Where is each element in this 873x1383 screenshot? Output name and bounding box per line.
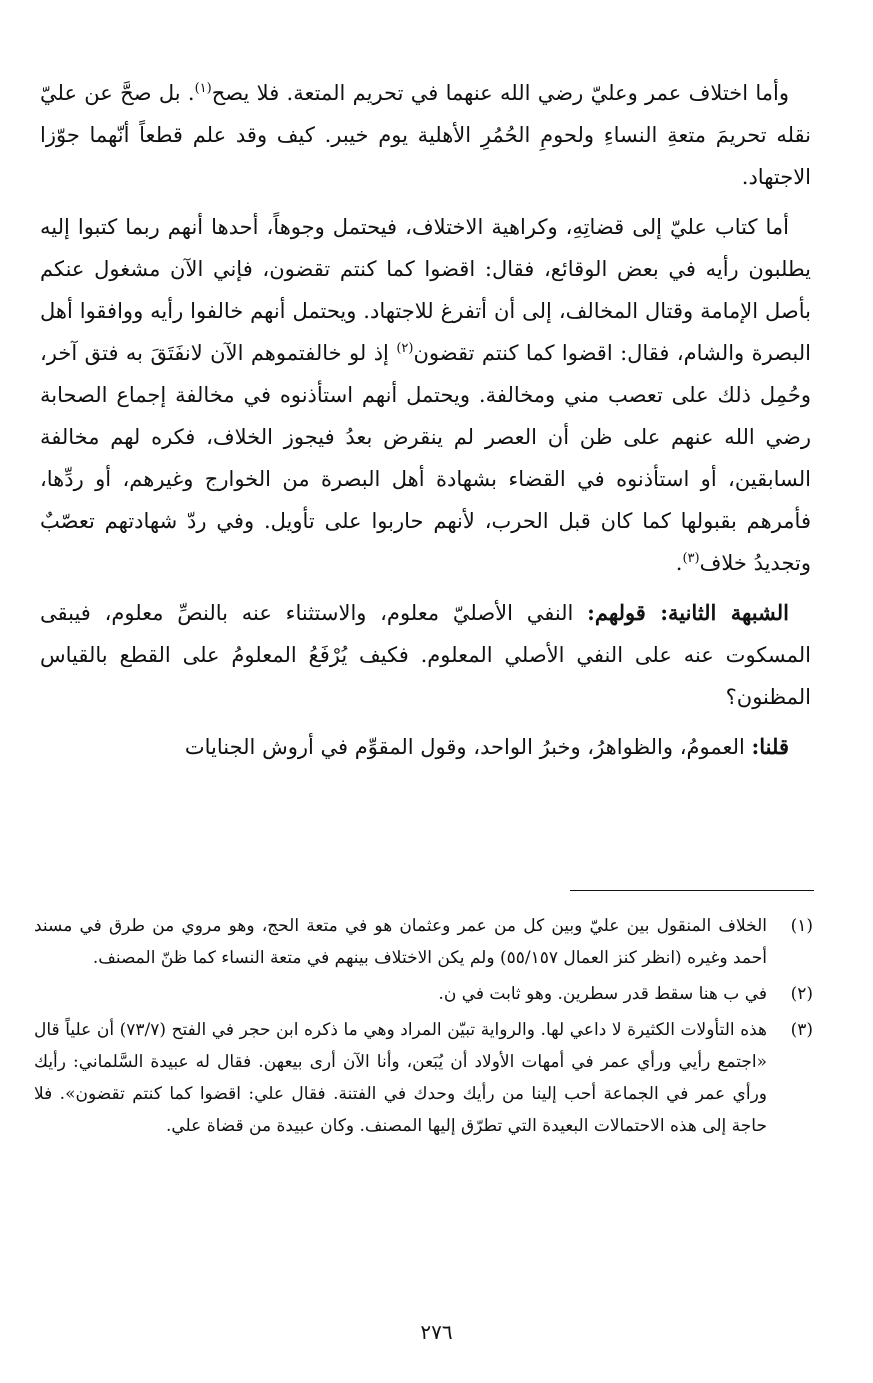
paragraph-4 [40,726,811,768]
footnotes [34,910,813,1146]
paragraph-2 [40,206,811,584]
footnote-number: (١) [790,916,813,936]
footnote-ref-2: (٢) [396,341,414,356]
footnote-text: هذه التأولات الكثيرة لا داعي لها. والرواية تبيّن المراد وهي ما ذكره ابن حجر في الفتح (٧٣/٧) أن علياً قال «اجتمع رأيي ورأي عمر في أمهات الأولاد أن يُبَعن، وأنا الآن أرى بيعهن. فقال له عبيدة السَّلماني: رأيك ورأي عمر في الجماعة أحب إلينا من رأيك وحدك في الفتنة. فقال علي: اقضوا كما كنتم تقضون». فلا حاجة إلى هذه الاحتمالات البعيدة التي تطرّق إليها المصنف. وكان عبيدة من قضاة علي. [34,1020,767,1136]
footnote-ref-1: (١) [194,81,212,96]
answer-label: قلنا: [751,734,789,759]
footnote-1 [34,910,813,974]
footnote-ref-3: (٣) [682,551,700,566]
footnote-number: (٣) [790,1020,813,1040]
text-run: وأما اختلاف عمر وعليّ رضي الله عنهما في تحريم المتعة. فلا يصح$^{(١)}$ [194,81,790,105]
footnote-text: الخلاف المنقول بين عليّ وبين كل من عمر وعثمان هو في متعة الحج، وهو مروي من طرق في مسند أحمد وغيره (انظر كنز العمال ٥٥/١٥٧) ولم يكن الاختلاف بينهم في متعة النساء كما ظنّ المصنف. [34,916,767,968]
text-run: إذ لو خالفتموهم الآن لانفَتَقَ به فتق آخر، وحُمِل ذلك على تعصب مني ومخالفة. ويحتمل أنهم استأذنوه في مخالفة إجماع الصحابة رضي الله عنهم على ظن أن العصر لم ينقرض بعدُ فيجوز الخلاف، فكره لهم مخالفة السابقين، أو استأذنوه في القضاء بشهادة أهل البصرة من الخوارج وغيرهم، أو ردِّها، فأمرهم بقبولها كما كان قبل الحرب، لأنهم حاربوا على تأويل. وفي ردّ شهادتهم تعصّبٌ وتجديدُ خلاف [40,341,811,575]
text-run: النفي الأصليّ معلوم، والاستثناء عنه بالنصِّ معلوم، فيبقى المسكوت عنه على النفي الأصلي المعلوم. فكيف يُرْفَعُ المعلومُ على القطع بالقياس المظنون؟ [40,601,811,709]
footnote-number: (٢) [790,984,813,1004]
text-run: العمومُ، والظواهرُ، وخبرُ الواحد، وقول المقوِّم في أروش الجنايات [184,735,745,759]
page-number: ٢٧٦ [420,1320,453,1344]
footnote-3 [34,1014,813,1142]
text-run: أما كتاب عليّ إلى قضاتِهِ، وكراهية الاختلاف، فيحتمل وجوهاً، أحدها أنهم ربما كتبوا إليه يطلبون رأيه في بعض الوقائع، فقال: اقضوا كما كنتم تقضون، فإني الآن مشغول عنكم بأصل الإمامة وقتال المخالف، إلى أن أتفرغ للاجتهاد. ويحتمل أنهم خالفوا رأيه ووافقوا أهل البصرة والشام، فقال: اقضوا كما كنتم تقضون [40,215,811,365]
main-text [40,72,811,768]
paragraph-1 [40,72,811,198]
footnote-text: في ب هنا سقط قدر سطرين. وهو ثابت في ن. [438,984,767,1004]
footnote-divider [570,890,814,891]
text-run: . بل صحَّ عن عليّ نقله تحريمَ متعةِ النساءِ ولحومِ الحُمُرِ الأهلية يوم خيبر. كيف وقد علم قطعاً أنّهما جوّزا الاجتهاد. [40,81,811,189]
paragraph-3 [40,592,811,718]
text-run: . [675,551,683,575]
section-heading: الشبهة الثانية: قولهم: [587,600,790,625]
footnote-2 [34,978,813,1010]
